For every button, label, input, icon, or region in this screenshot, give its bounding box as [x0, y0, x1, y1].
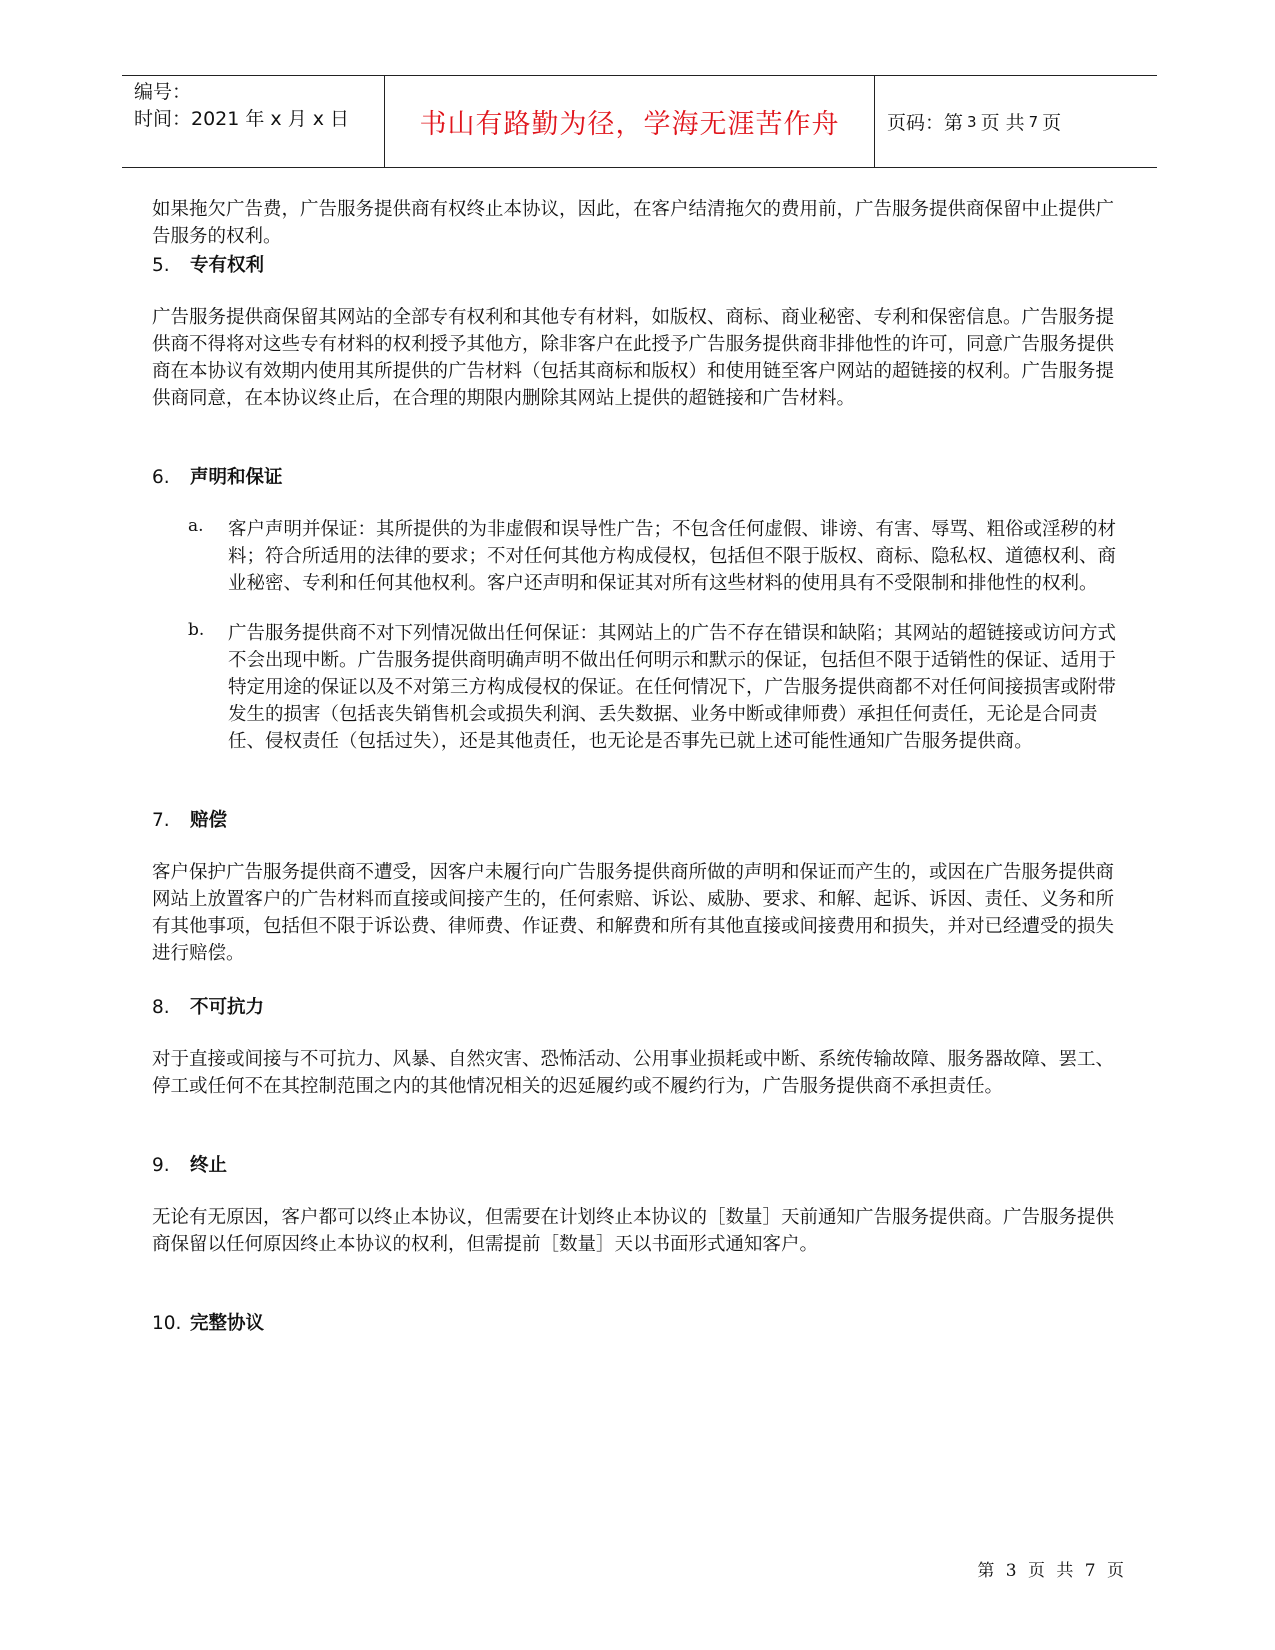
- section-7-paragraph: 客户保护广告服务提供商不遭受，因客户未履行向广告服务提供商所做的声明和保证而产生的，或因在广告服务提供商网站上放置客户的广告材料而直接或间接产生的，任何索赔、诉讼、威胁、要求、和解、起诉、诉因、责任、义务和所有其他事项，包括但不限于诉讼费、律师费、作证费、和解费和所有其他直接或间接费用和损失，并对已经遭受的损失进行赔偿。: [152, 862, 1115, 964]
- header-motto: 书山有路勤为径，学海无涯苦作舟: [385, 76, 875, 167]
- page-suffix: 页: [1042, 112, 1062, 134]
- section-number: 10.: [152, 1313, 182, 1334]
- page-prefix: 页码：第: [887, 112, 964, 134]
- section-number: 9.: [152, 1155, 170, 1176]
- section-6-item-b: [188, 620, 1132, 755]
- section-number: 5.: [152, 255, 170, 276]
- header-meta: [122, 76, 385, 167]
- section-title: 赔偿: [190, 810, 228, 831]
- section-title: 声明和保证: [190, 467, 283, 488]
- section-title: 完整协议: [190, 1313, 265, 1334]
- section-7-heading: [152, 807, 1132, 834]
- section-5-heading: [152, 252, 1132, 279]
- document-body: [152, 196, 1132, 1337]
- section-title: 专有权利: [190, 255, 265, 276]
- page-footer: 第 3 页 共 7 页: [977, 1561, 1127, 1581]
- section-6-heading: [152, 464, 1132, 491]
- document-number-label: 编号：: [134, 81, 192, 103]
- page-total: 7: [1028, 112, 1039, 131]
- page-current: 3: [967, 112, 977, 131]
- list-marker: a.: [188, 516, 204, 536]
- section-5-paragraph: 广告服务提供商保留其网站的全部专有权利和其他专有材料，如版权、商标、商业秘密、专利和保密信息。广告服务提供商不得将对这些专有材料的权利授予其他方，除非客户在此授予广告服务提供商非排他性的许可，同意广告服务提供商在本协议有效期内使用其所提供的广告材料（包括其商标和版权）和使用链至客户网站的超链接的权利。广告服务提供商同意，在本协议终止后，在合理的期限内删除其网站上提供的超链接和广告材料。: [152, 307, 1115, 409]
- section-6-item-a: [188, 516, 1132, 597]
- document-time-label: 时间：2021 年 x 月 x 日: [134, 108, 350, 130]
- section-title: 不可抗力: [190, 997, 265, 1018]
- section-9-heading: [152, 1152, 1132, 1179]
- section-number: 8.: [152, 997, 170, 1018]
- section-title: 终止: [190, 1155, 228, 1176]
- header-page-indicator: [875, 76, 1157, 167]
- section-9-paragraph: 无论有无原因，客户都可以终止本协议，但需要在计划终止本协议的［数量］天前通知广告服务提供商。广告服务提供商保留以任何原因终止本协议的权利，但需提前［数量］天以书面形式通知客户。: [152, 1207, 1115, 1255]
- list-item-text: 广告服务提供商不对下列情况做出任何保证：其网站上的广告不存在错误和缺陷；其网站的超链接或访问方式不会出现中断。广告服务提供商明确声明不做出任何明示和默示的保证，包括但不限于适销性的保证、适用于特定用途的保证以及不对第三方构成侵权的保证。在任何情况下，广告服务提供商都不对任何间接损害或附带发生的损害（包括丧失销售机会或损失利润、丢失数据、业务中断或律师费）承担任何责任，无论是合同责任、侵权责任（包括过失），还是其他责任，也无论是否事先已就上述可能性通知广告服务提供商。: [228, 623, 1117, 752]
- page-mid: 页 共: [980, 112, 1025, 134]
- section-10-heading: [152, 1310, 1132, 1337]
- section-8-paragraph: 对于直接或间接与不可抗力、风暴、自然灾害、恐怖活动、公用事业损耗或中断、系统传输故障、服务器故障、罢工、停工或任何不在其控制范围之内的其他情况相关的迟延履约或不履约行为，广告服务提供商不承担责任。: [152, 1049, 1115, 1097]
- page-header: [122, 75, 1157, 168]
- list-item-text: 客户声明并保证：其所提供的为非虚假和误导性广告；不包含任何虚假、诽谤、有害、辱骂、粗俗或淫秽的材料；符合所适用的法律的要求；不对任何其他方构成侵权，包括但不限于版权、商标、隐私权、道德权利、商业秘密、专利和任何其他权利。客户还声明和保证其对所有这些材料的使用具有不受限制和排他性的权利。: [228, 519, 1117, 594]
- intro-paragraph: 如果拖欠广告费，广告服务提供商有权终止本协议，因此，在客户结清拖欠的费用前，广告服务提供商保留中止提供广告服务的权利。: [152, 199, 1115, 247]
- list-marker: b.: [188, 620, 205, 640]
- section-number: 6.: [152, 467, 170, 488]
- section-8-heading: [152, 994, 1132, 1021]
- section-number: 7.: [152, 810, 170, 831]
